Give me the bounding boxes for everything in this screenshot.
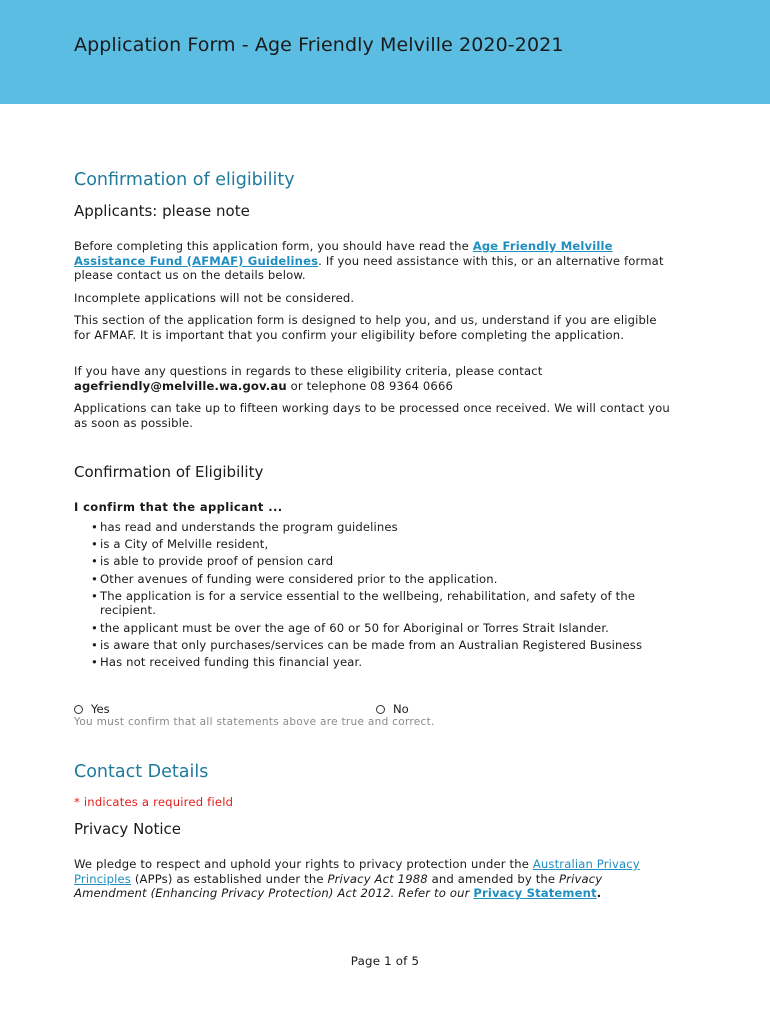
list-item: • has read and understands the program guidelines <box>91 520 681 535</box>
processing-time-notice: Applications can take up to fifteen working days to be processed once received. We will contact you as soon as possible. <box>74 401 670 430</box>
privacy-text-end: . <box>596 886 602 901</box>
confirmation-heading: Confirmation of Eligibility <box>74 463 264 481</box>
required-field-note: * indicates a required field <box>74 795 234 809</box>
privacy-notice-heading: Privacy Notice <box>74 820 181 838</box>
eligibility-heading: Confirmation of eligibility <box>74 170 295 190</box>
privacy-act-1988: Privacy Act 1988 <box>327 871 428 886</box>
guidelines-paragraph <box>74 239 674 283</box>
page-number: Page 1 of 5 <box>350 954 420 968</box>
header-banner <box>0 0 770 104</box>
privacy-paragraph <box>74 857 649 901</box>
guidelines-text-before: Before completing this application form, you should have read the <box>74 239 473 253</box>
list-item: • Has not received funding this financial year. <box>91 655 681 670</box>
guidelines-link[interactable]: Age Friendly Melville Assistance Fund (AFMAF) Guidelines <box>74 239 613 268</box>
privacy-statement-link[interactable]: Privacy Statement <box>473 886 597 901</box>
list-item: • is able to provide proof of pension card <box>91 554 681 569</box>
list-item: • Other avenues of funding were considered prior to the application. <box>91 572 681 587</box>
no-radio[interactable] <box>376 702 409 716</box>
list-item: • The application is for a service essential to the wellbeing, rehabilitation, and safety of the recipient. <box>91 589 681 618</box>
contact-phone-text: or telephone 08 9364 0666 <box>286 378 453 393</box>
privacy-text-3: and amended by the <box>427 871 560 886</box>
privacy-text-2: (APPs) as established under the <box>130 871 328 886</box>
incomplete-notice: Incomplete applications will not be considered. <box>74 291 355 305</box>
guidelines-text-after: . If you need assistance with this, or an alternative format please contact us on the details below. <box>74 253 664 283</box>
list-item: • the applicant must be over the age of 60 or 50 for Aboriginal or Torres Strait Islander. <box>91 621 681 636</box>
yes-radio-circle[interactable] <box>74 705 83 714</box>
applicants-note-heading: Applicants: please note <box>74 202 250 220</box>
confirmation-hint: You must confirm that all statements above are true and correct. <box>74 716 435 728</box>
contact-text-before: If you have any questions in regards to these eligibility criteria, please contact <box>74 364 543 378</box>
privacy-text-1: We pledge to respect and uphold your rights to privacy protection under the <box>74 857 533 871</box>
eligibility-description: This section of the application form is designed to help you, and us, understand if you are eligible for AFMAF. It is important that you confirm your eligibility before completing the application. <box>74 313 657 342</box>
privacy-amendment-act: Privacy Amendment (Enhancing Privacy Protection) Act 2012. Refer to our <box>74 871 603 901</box>
yes-radio[interactable] <box>74 702 110 716</box>
contact-details-heading: Contact Details <box>74 762 209 782</box>
contact-email: agefriendly@melville.wa.gov.au <box>74 378 287 393</box>
list-item: • is a City of Melville resident, <box>91 537 681 552</box>
confirm-label: I confirm that the applicant ... <box>74 500 283 514</box>
australian-privacy-principles-link[interactable]: Australian Privacy Principles <box>74 857 640 886</box>
no-label: No <box>393 702 409 716</box>
no-radio-circle[interactable] <box>376 705 385 714</box>
page-title: Application Form - Age Friendly Melville 2020-2021 <box>74 34 564 56</box>
list-item: • is aware that only purchases/services can be made from an Australian Registered Business <box>91 638 681 653</box>
yes-label: Yes <box>91 702 110 716</box>
contact-paragraph <box>74 364 674 393</box>
confirmation-list <box>91 520 681 672</box>
